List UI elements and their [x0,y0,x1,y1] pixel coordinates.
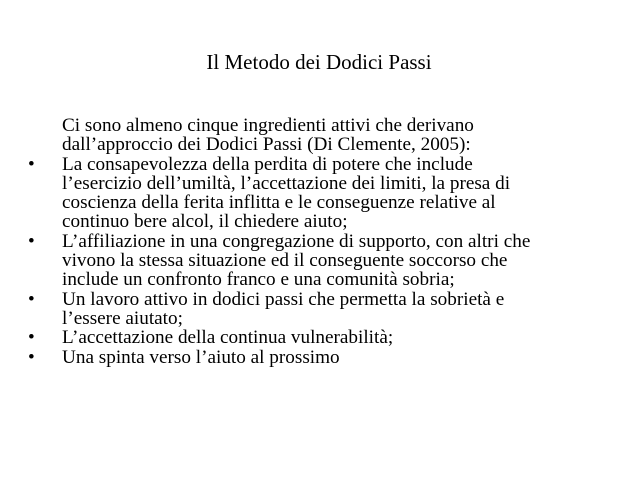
bullet-line: L’affiliazione in una congregazione di supporto, con altri che [62,230,531,252]
bullet-line: vivono la stessa situazione ed il conseguente soccorso che [62,250,508,272]
bullet-line: L’accettazione della continua vulnerabilità; [62,327,394,349]
bullet-line: include un confronto franco e una comunità sobria; [62,269,455,291]
bullet-list [28,155,618,367]
bullet-item [28,290,618,329]
bullet-line: Una spinta verso l’aiuto al prossimo [62,346,340,368]
bullet-item [28,232,618,290]
bullet-line: continuo bere alcol, il chiedere aiuto; [62,211,348,233]
bullet-item [28,348,618,367]
slide-body [28,116,618,367]
bullet-icon: • [28,230,35,252]
bullet-line: coscienza della ferita inflitta e le conseguenze relative al [62,192,496,214]
intro-paragraph [28,116,618,155]
bullet-line: l’essere aiutato; [62,307,183,329]
bullet-line: La consapevolezza della perdita di potere che include [62,153,473,175]
slide-title: Il Metodo dei Dodici Passi [206,50,432,74]
bullet-item [28,155,618,232]
intro-line: dall’approccio dei Dodici Passi (Di Clemente, 2005): [62,134,471,156]
bullet-icon: • [28,288,35,310]
intro-line: Ci sono almeno cinque ingredienti attivi che derivano [62,115,474,136]
bullet-line: l’esercizio dell’umiltà, l’accettazione dei limiti, la presa di [62,172,511,194]
bullet-line: Un lavoro attivo in dodici passi che permetta la sobrietà e [62,288,505,310]
bullet-icon: • [28,346,35,368]
bullet-icon: • [28,153,35,175]
bullet-icon: • [28,327,35,349]
bullet-item [28,328,618,347]
